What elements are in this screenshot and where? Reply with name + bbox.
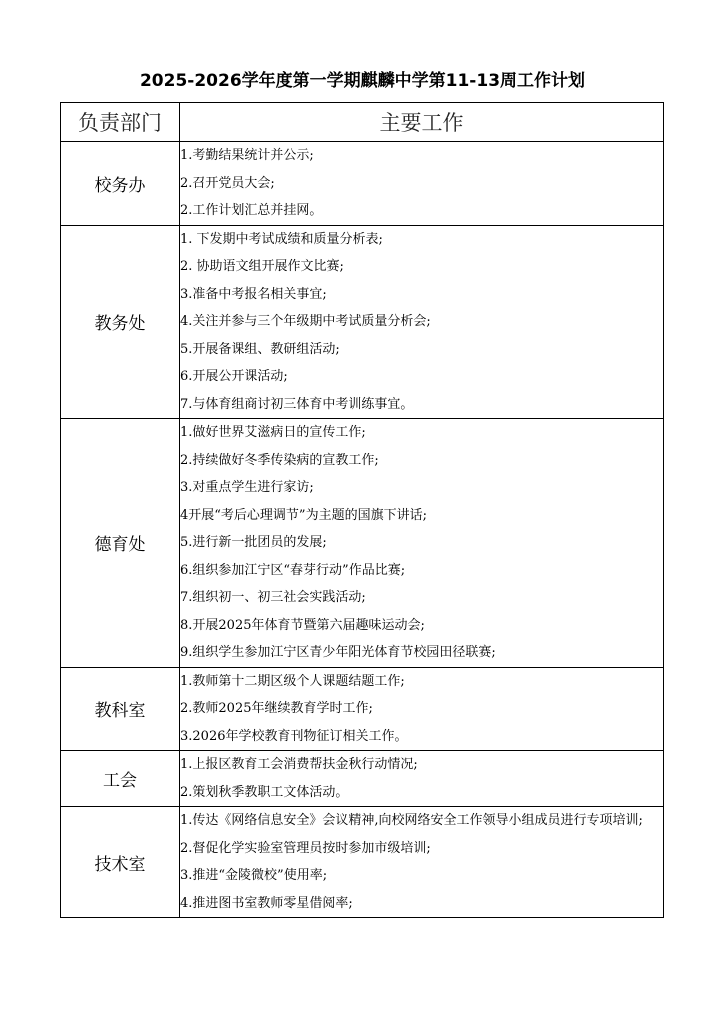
- task-item: 1.教师第十二期区级个人课题结题工作;: [180, 673, 405, 689]
- task-item: 2. 协助语文组开展作文比赛;: [180, 259, 344, 274]
- task-item: 5.进行新一批团员的发展;: [180, 535, 327, 550]
- table-row: [61, 667, 664, 751]
- department-cell: 技术室: [61, 807, 180, 918]
- department-cell: 德育处: [61, 419, 180, 668]
- task-item: 3.2026年学校教育刊物征订相关工作。: [180, 728, 408, 744]
- page-title: 2025-2026学年度第一学期麒麟中学第11-13周工作计划: [139, 71, 586, 91]
- task-item: 2.持续做好冬季传染病的宣教工作;: [180, 452, 379, 468]
- task-item: 2.督促化学实验室管理员按时参加市级培训;: [180, 840, 431, 856]
- task-item: 9.组织学生参加江宁区青少年阳光体育节校园田径联赛;: [180, 645, 496, 660]
- task-item: 2.召开党员大会;: [180, 175, 275, 191]
- department-cell: 工会: [61, 751, 180, 807]
- header-main-work: 主要工作: [180, 103, 664, 142]
- task-item: 1.做好世界艾滋病日的宣传工作;: [180, 425, 366, 440]
- task-item: 1.考勤结果统计并公示;: [180, 148, 314, 163]
- task-item: 7.与体育组商讨初三体育中考训练事宜。: [180, 396, 414, 412]
- task-item: 4开展“考后心理调节”为主题的国旗下讲话;: [180, 507, 427, 523]
- table-header-row: [61, 103, 664, 142]
- table-row: [61, 807, 664, 918]
- task-item: 1.传达《网络信息安全》会议精神,向校网络安全工作领导小组成员进行专项培训;: [180, 813, 643, 828]
- task-item: 4.推进图书室教师零星借阅率;: [180, 895, 353, 911]
- task-item: 1. 下发期中考试成绩和质量分析表;: [180, 231, 383, 247]
- task-item: 8.开展2025年体育节暨第六届趣味运动会;: [180, 617, 425, 633]
- task-item: 6.开展公开课活动;: [180, 369, 288, 384]
- task-item: 2.工作计划汇总并挂网。: [180, 203, 323, 218]
- tasks-cell: [180, 807, 664, 918]
- tasks-cell: [180, 225, 664, 419]
- tasks-cell: [180, 667, 664, 751]
- tasks-cell: [180, 751, 664, 807]
- tasks-cell: [180, 419, 664, 668]
- task-item: 6.组织参加江宁区“春芽行动”作品比赛;: [180, 562, 406, 578]
- task-item: 7.组织初一、初三社会实践活动;: [180, 590, 366, 605]
- table-row: [61, 419, 664, 668]
- table-row: [61, 751, 664, 807]
- table-row: [61, 142, 664, 226]
- task-item: 5.开展备课组、教研组活动;: [180, 341, 340, 357]
- task-item: 4.关注并参与三个年级期中考试质量分析会;: [180, 314, 431, 329]
- task-item: 3.推进“金陵微校”使用率;: [180, 868, 328, 883]
- task-item: 3.准备中考报名相关事宜;: [180, 286, 327, 302]
- task-item: 3.对重点学生进行家访;: [180, 480, 314, 495]
- header-department: 负责部门: [61, 103, 180, 142]
- tasks-cell: [180, 142, 664, 226]
- department-cell: 教务处: [61, 225, 180, 419]
- table-row: [61, 225, 664, 419]
- work-plan-table: [60, 102, 664, 918]
- task-item: 1.上报区教育工会消费帮扶金秋行动情况;: [180, 757, 418, 772]
- task-item: 2.教师2025年继续教育学时工作;: [180, 701, 373, 716]
- task-item: 2.策划秋季教职工文体活动。: [180, 784, 349, 800]
- department-cell: 教科室: [61, 667, 180, 751]
- department-cell: 校务办: [61, 142, 180, 226]
